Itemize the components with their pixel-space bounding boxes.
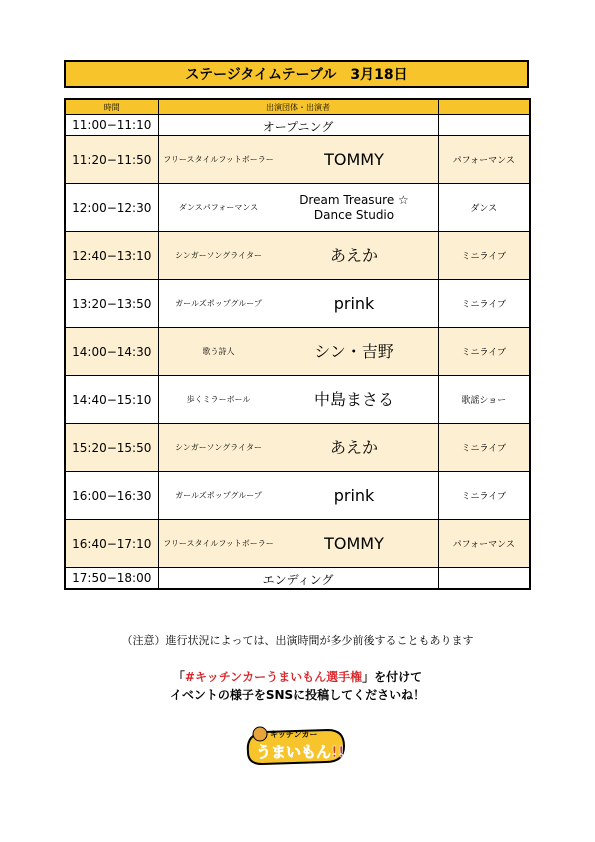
hashtag-open: 「 xyxy=(172,670,185,684)
row-kind xyxy=(438,568,530,590)
table-row xyxy=(65,424,530,472)
caution-note: （注意）進行状況によっては、出演時間が多少前後することもあります xyxy=(121,634,474,647)
performer-name: オープニング xyxy=(262,119,334,134)
header-performer: 出演団体・出演者 xyxy=(158,99,438,115)
hashtag-line xyxy=(0,668,595,685)
row-performer xyxy=(158,424,438,472)
performer-genre: シンガーソングライター xyxy=(174,251,263,260)
performer-genre: ガールズポップグループ xyxy=(175,299,262,308)
row-performer xyxy=(158,328,438,376)
table-row xyxy=(65,328,530,376)
row-performer xyxy=(158,184,438,232)
row-performer xyxy=(158,472,438,520)
header-time: 時間 xyxy=(65,99,158,115)
performer-name: TOMMY xyxy=(324,534,384,553)
table-row xyxy=(65,115,530,136)
table-row xyxy=(65,136,530,184)
row-kind xyxy=(438,115,530,136)
row-kind: 歌謡ショー xyxy=(438,376,530,424)
row-time: 14:00−14:30 xyxy=(65,328,158,376)
row-kind: ダンス xyxy=(438,184,530,232)
row-kind: ミニライブ xyxy=(438,472,530,520)
row-kind: パフォーマンス xyxy=(438,520,530,568)
row-kind: ミニライブ xyxy=(438,232,530,280)
row-time: 14:40−15:10 xyxy=(65,376,158,424)
performer-name: シン・吉野 xyxy=(314,342,394,361)
row-performer xyxy=(158,115,438,136)
row-performer xyxy=(158,232,438,280)
row-time: 11:00−11:10 xyxy=(65,115,158,136)
performer-name: Dream Treasure ☆ Dance Studio xyxy=(299,192,409,222)
table-row xyxy=(65,232,530,280)
row-kind: ミニライブ xyxy=(438,328,530,376)
row-performer xyxy=(158,136,438,184)
row-time: 12:40−13:10 xyxy=(65,232,158,280)
performer-genre: ガールズポップグループ xyxy=(175,491,262,500)
row-time: 15:20−15:50 xyxy=(65,424,158,472)
table-row xyxy=(65,184,530,232)
row-kind: パフォーマンス xyxy=(438,136,530,184)
performer-genre: 歩くミラーボール xyxy=(186,395,251,404)
event-logo xyxy=(240,722,350,766)
performer-name: prink xyxy=(333,294,375,313)
row-kind: ミニライブ xyxy=(438,424,530,472)
table-row xyxy=(65,280,530,328)
table-row xyxy=(65,568,530,590)
hashtag-text: #キッチンカーうまいもん選手権 xyxy=(184,670,363,684)
page-title: ステージタイムテーブル 3月18日 xyxy=(64,60,529,88)
performer-name: prink xyxy=(333,486,375,505)
table-row xyxy=(65,376,530,424)
sns-line: イベントの様子をSNSに投稿してくださいね！ xyxy=(169,688,426,702)
logo-main-text: うまいもん!! xyxy=(256,743,345,761)
row-kind: ミニライブ xyxy=(438,280,530,328)
hashtag-close: 」を付けて xyxy=(362,670,423,684)
logo-mascot-icon xyxy=(253,727,267,741)
table-header-row xyxy=(65,99,530,115)
row-performer xyxy=(158,376,438,424)
performer-genre: シンガーソングライター xyxy=(174,443,263,452)
performer-genre: フリースタイルフットボーラー xyxy=(163,539,274,548)
performer-genre: フリースタイルフットボーラー xyxy=(163,155,274,164)
schedule-table xyxy=(64,98,531,590)
row-time: 16:00−16:30 xyxy=(65,472,158,520)
row-performer xyxy=(158,280,438,328)
performer-genre: 歌う詩人 xyxy=(202,347,235,356)
performer-name: エンディング xyxy=(262,572,334,587)
table-row xyxy=(65,472,530,520)
row-time: 17:50−18:00 xyxy=(65,568,158,590)
header-kind xyxy=(438,99,530,115)
logo-top-text: キッチンカー xyxy=(270,730,318,739)
row-performer xyxy=(158,520,438,568)
row-time: 11:20−11:50 xyxy=(65,136,158,184)
row-time: 13:20−13:50 xyxy=(65,280,158,328)
performer-name: 中島まさる xyxy=(313,390,394,409)
performer-genre: ダンスパフォーマンス xyxy=(178,203,259,212)
performer-name: あえか xyxy=(329,438,378,457)
row-performer xyxy=(158,568,438,590)
performer-name: あえか xyxy=(329,246,378,265)
row-time: 16:40−17:10 xyxy=(65,520,158,568)
performer-name: TOMMY xyxy=(324,150,384,169)
table-row xyxy=(65,520,530,568)
row-time: 12:00−12:30 xyxy=(65,184,158,232)
